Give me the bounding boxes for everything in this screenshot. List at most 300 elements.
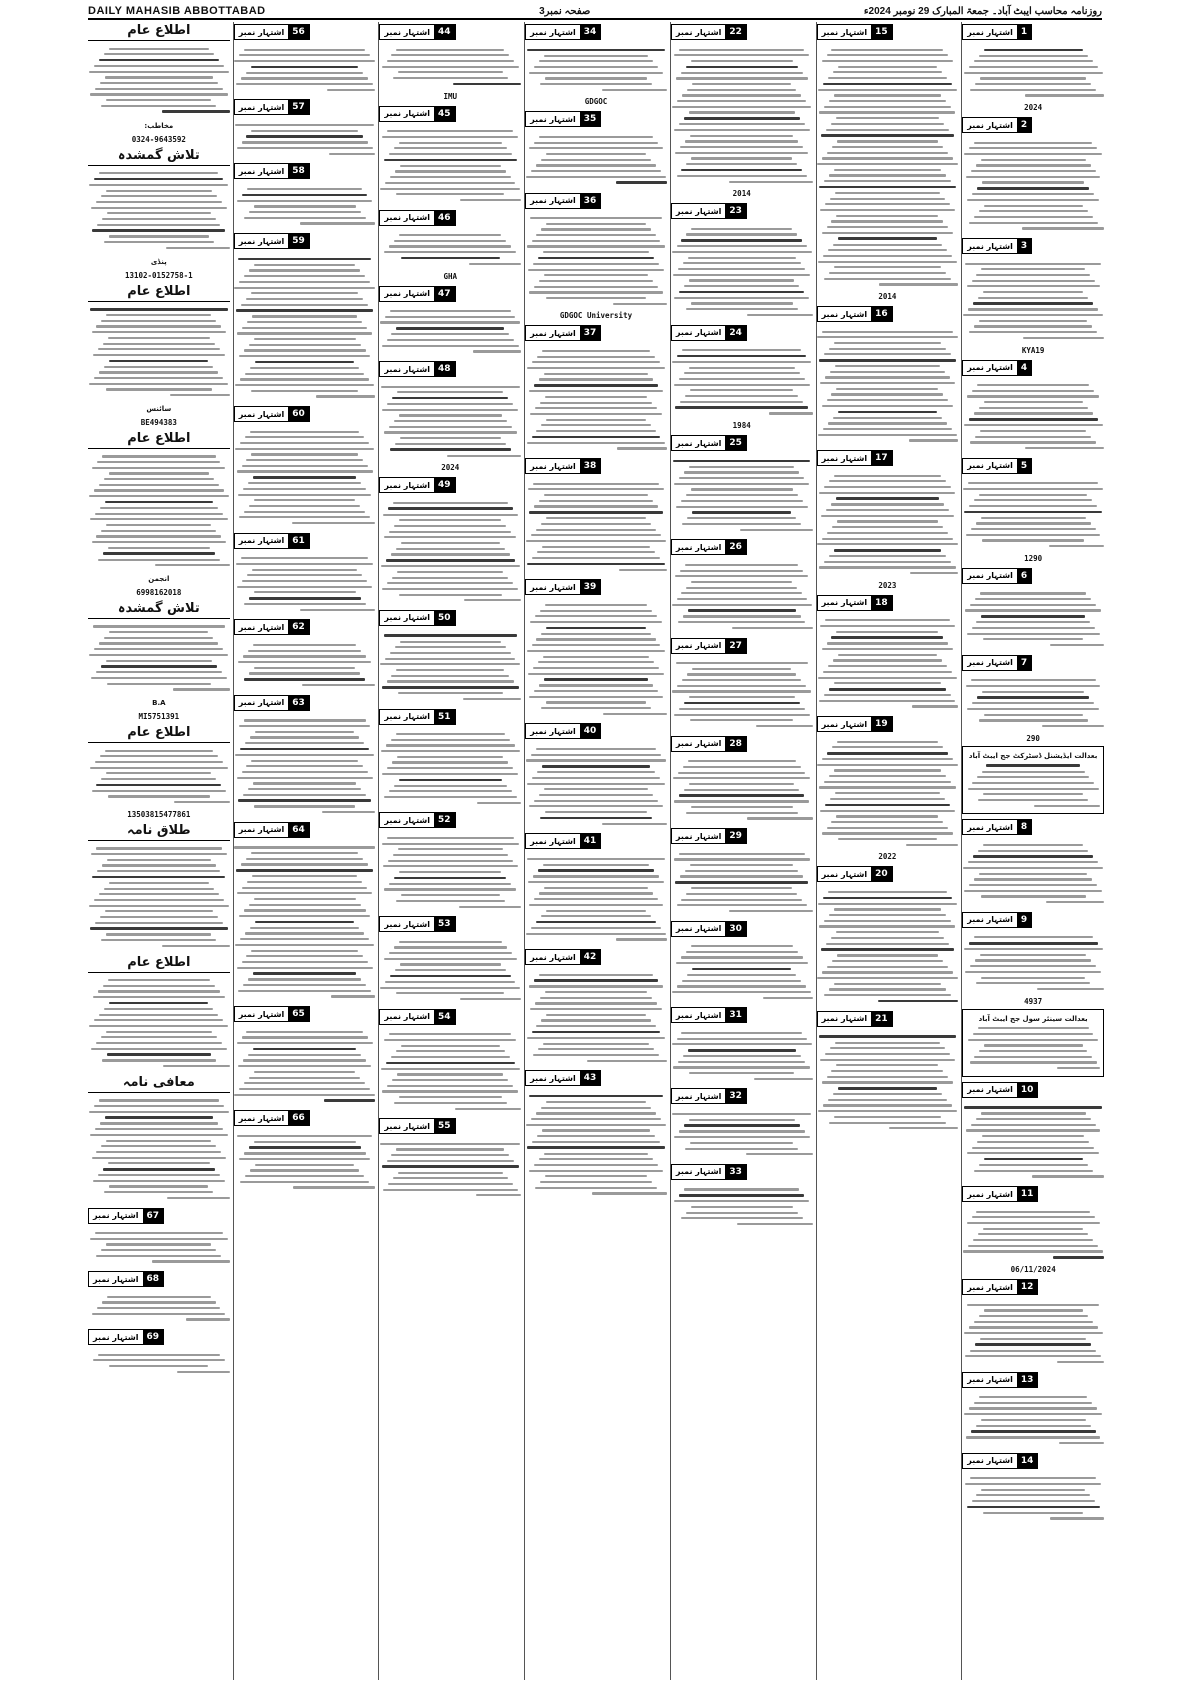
text-line — [769, 412, 813, 414]
notice-number-box — [671, 921, 747, 937]
text-line — [673, 274, 810, 276]
text-line — [103, 985, 215, 987]
notice-label: اشتہار نمبر — [672, 641, 726, 650]
text-line — [827, 152, 947, 154]
text-line — [239, 281, 369, 283]
notice-header — [962, 238, 1104, 254]
notice-signature: سائنس — [146, 404, 172, 413]
text-line — [686, 951, 798, 953]
text-line — [109, 360, 208, 363]
text-line — [539, 378, 654, 380]
text-line — [108, 1162, 210, 1164]
text-line — [254, 898, 356, 900]
text-line — [395, 646, 506, 648]
text-line — [399, 234, 501, 236]
text-line — [108, 795, 210, 797]
text-line — [974, 1170, 1093, 1172]
text-line — [686, 1212, 798, 1214]
text-line — [532, 777, 660, 779]
text-line — [975, 83, 1091, 85]
notice-header — [817, 450, 959, 466]
notice-label: اشتہار نمبر — [89, 1275, 143, 1284]
text-line — [979, 320, 1087, 322]
text-line — [242, 1036, 368, 1038]
text-line — [244, 217, 366, 219]
text-line — [968, 788, 1099, 790]
notice-number: 39 — [580, 580, 601, 594]
notice-title: طلاق نامہ — [88, 822, 230, 841]
text-line — [1034, 805, 1100, 807]
notice-header — [525, 833, 667, 849]
text-line — [533, 875, 659, 877]
text-line — [391, 1154, 509, 1156]
text-line — [90, 767, 227, 769]
notice-number-box — [962, 24, 1032, 40]
reference-number: KYA19 — [1021, 345, 1045, 355]
text-line — [834, 549, 942, 552]
text-line — [831, 220, 943, 222]
text-line — [382, 686, 519, 689]
notice-header — [671, 203, 813, 219]
text-line — [385, 658, 515, 660]
notice-label: اشتہار نمبر — [380, 1012, 434, 1021]
notice-header — [525, 579, 667, 595]
text-line — [397, 571, 503, 573]
text-line — [835, 365, 940, 367]
notice-number-box — [525, 458, 601, 474]
text-line — [390, 448, 510, 451]
text-line — [963, 488, 1103, 490]
text-line — [831, 937, 944, 939]
text-line — [984, 401, 1083, 403]
text-line — [679, 1194, 804, 1197]
text-line — [248, 788, 361, 790]
text-line — [90, 93, 227, 95]
text-line — [678, 772, 806, 774]
reference-number: 2024 — [441, 463, 460, 473]
text-line — [539, 280, 652, 282]
text-line — [399, 594, 502, 596]
text-line — [830, 198, 945, 200]
notice-label: اشتہار نمبر — [526, 953, 580, 962]
notice-body-text — [966, 1027, 1100, 1069]
text-line — [234, 287, 374, 289]
text-line — [967, 199, 1099, 201]
text-line — [974, 325, 1092, 327]
text-line — [969, 884, 1097, 886]
text-line — [984, 1044, 1083, 1046]
text-line — [827, 752, 947, 755]
text-line — [101, 320, 216, 322]
text-line — [254, 667, 355, 669]
text-line — [832, 746, 943, 748]
notice-number: 12 — [1017, 1280, 1038, 1294]
text-line — [685, 140, 798, 142]
text-line — [979, 1050, 1087, 1052]
notice-number: 35 — [580, 112, 601, 126]
text-line — [98, 559, 220, 561]
notice-label: اشتہار نمبر — [526, 727, 580, 736]
text-line — [104, 1191, 213, 1193]
notice-title: تلاش گمشدہ — [88, 600, 230, 619]
text-line — [592, 1192, 667, 1194]
text-line — [390, 310, 510, 312]
notice-body-text — [671, 1028, 813, 1083]
text-line — [672, 361, 811, 363]
text-line — [393, 502, 508, 504]
text-line — [681, 239, 801, 242]
text-line — [978, 1027, 1089, 1029]
text-line — [821, 134, 954, 137]
text-line — [399, 871, 501, 873]
notice-label: اشتہار نمبر — [235, 103, 289, 112]
text-line — [104, 241, 215, 243]
column-5 — [378, 22, 521, 1680]
text-line — [964, 890, 1101, 892]
text-line — [535, 615, 657, 617]
text-line — [981, 517, 1086, 519]
text-line — [106, 524, 211, 526]
text-line — [387, 60, 515, 62]
text-line — [824, 920, 950, 922]
notice-label: اشتہار نمبر — [963, 242, 1017, 251]
text-line — [239, 54, 369, 56]
notice-label: اشتہار نمبر — [235, 825, 289, 834]
text-line — [476, 1194, 521, 1196]
text-line — [827, 532, 947, 534]
notice-header — [234, 619, 376, 635]
text-line — [391, 739, 510, 741]
text-line — [384, 1039, 516, 1041]
reference-number: 2022 — [878, 852, 897, 862]
text-line — [824, 353, 952, 355]
text-line — [250, 1169, 359, 1171]
text-line — [534, 384, 659, 387]
text-line — [684, 117, 800, 120]
text-line — [686, 494, 798, 496]
notice-header — [962, 458, 1104, 474]
text-line — [822, 758, 952, 760]
text-line — [464, 599, 521, 601]
notice-number-box — [962, 1186, 1038, 1202]
text-line — [246, 135, 362, 138]
notice-number-box — [671, 203, 747, 219]
text-line — [460, 199, 521, 201]
notice-body-text — [234, 843, 376, 1001]
notice-header — [379, 361, 521, 377]
text-line — [818, 903, 957, 905]
text-line — [689, 783, 794, 785]
text-line — [396, 733, 505, 735]
text-line — [678, 1061, 806, 1063]
notice-number-box — [671, 1164, 747, 1180]
notice-number: 51 — [434, 710, 455, 724]
text-line — [239, 355, 371, 357]
text-line — [545, 396, 647, 398]
text-line — [672, 991, 811, 993]
reference-number: 4937 — [1024, 996, 1043, 1006]
text-line — [672, 1113, 811, 1115]
notice-label: اشتہار نمبر — [963, 915, 1017, 924]
text-line — [400, 437, 501, 439]
text-line — [387, 582, 513, 584]
text-line — [829, 272, 945, 274]
text-line — [963, 314, 1103, 316]
text-line — [546, 223, 645, 225]
text-line — [389, 426, 512, 428]
notice-label: اشتہار نمبر — [818, 720, 872, 729]
notice-number: 21 — [871, 1012, 892, 1026]
text-line — [248, 1054, 361, 1056]
text-line — [981, 159, 1086, 161]
text-line — [685, 1148, 798, 1150]
text-line — [616, 938, 667, 940]
notice-header — [88, 1208, 230, 1224]
text-line — [105, 76, 213, 78]
text-line — [830, 798, 945, 800]
text-line — [690, 719, 793, 721]
text-line — [974, 216, 1093, 218]
text-line — [460, 998, 521, 1000]
text-line — [677, 245, 807, 247]
notice-number-box — [88, 1329, 164, 1345]
text-line — [389, 153, 512, 155]
text-line — [95, 761, 223, 763]
text-line — [967, 1506, 1100, 1509]
text-line — [969, 1407, 1097, 1409]
court-notice — [962, 1009, 1104, 1077]
text-line — [834, 908, 940, 910]
text-line — [247, 881, 362, 883]
notice-label: اشتہار نمبر — [89, 1333, 143, 1342]
text-line — [99, 172, 218, 174]
text-line — [382, 409, 518, 411]
text-line — [964, 72, 1103, 74]
text-line — [245, 932, 364, 934]
text-line — [237, 200, 372, 202]
dateline: روزنامہ محاسب ایبٹ آباد۔ جمعۃ المبارک 29 نومبر 2024ء — [863, 5, 1102, 17]
notice-label: اشتہار نمبر — [963, 363, 1017, 372]
text-line — [89, 1111, 229, 1113]
text-line — [98, 990, 220, 992]
text-line — [384, 431, 517, 433]
text-line — [396, 669, 504, 671]
text-line — [302, 684, 376, 686]
text-line — [396, 327, 504, 330]
text-line — [687, 673, 796, 675]
notice-header — [379, 709, 521, 725]
text-line — [819, 359, 956, 362]
text-line — [838, 1087, 937, 1090]
text-line — [829, 914, 945, 916]
notice-body-text — [88, 622, 230, 694]
reference-number: GHA — [443, 271, 458, 281]
text-line — [979, 1315, 1088, 1317]
column-2 — [816, 22, 959, 1680]
text-line — [827, 642, 949, 644]
text-line — [234, 1094, 374, 1096]
text-line — [101, 1249, 216, 1251]
text-line — [532, 557, 660, 559]
text-line — [679, 378, 805, 380]
text-line — [109, 1365, 208, 1367]
text-line — [729, 910, 813, 912]
text-line — [106, 1243, 211, 1245]
text-line — [237, 470, 373, 472]
notice-body-text — [379, 1139, 521, 1200]
text-line — [246, 955, 362, 957]
text-line — [546, 701, 647, 703]
text-line — [249, 505, 360, 507]
notice-header — [525, 458, 667, 474]
text-line — [396, 1148, 504, 1150]
text-line — [837, 140, 938, 142]
notice-body-text — [962, 138, 1104, 233]
text-line — [239, 516, 369, 518]
notice-label: اشتہار نمبر — [672, 543, 726, 552]
notice-number-box — [962, 238, 1032, 254]
text-line — [238, 799, 371, 802]
text-line — [965, 609, 1101, 611]
text-line — [969, 942, 1098, 945]
text-line — [545, 811, 647, 813]
notice-number-box — [962, 360, 1032, 376]
text-line — [528, 673, 664, 675]
text-line — [689, 1072, 794, 1074]
notice-body-text — [525, 744, 667, 828]
text-line — [829, 775, 947, 777]
notice-body-text — [379, 382, 521, 460]
notice-label: اشتہار نمبر — [89, 1211, 143, 1220]
text-line — [675, 406, 808, 409]
text-line — [98, 1354, 220, 1356]
text-line — [401, 894, 500, 896]
text-line — [535, 407, 657, 409]
text-line — [971, 1430, 1096, 1433]
text-line — [979, 210, 1088, 212]
text-line — [99, 642, 218, 644]
text-line — [972, 193, 1094, 195]
text-line — [973, 1033, 1093, 1035]
text-line — [674, 1200, 809, 1202]
reference-number: 13503815477861 — [127, 809, 191, 819]
text-line — [244, 603, 366, 605]
notice-label: اشتہار نمبر — [672, 1011, 726, 1020]
text-line — [541, 1107, 652, 1109]
text-line — [686, 233, 797, 235]
text-line — [836, 117, 939, 119]
text-line — [526, 759, 666, 761]
text-line — [975, 598, 1091, 600]
text-line — [837, 954, 938, 956]
notice-number-box — [671, 1007, 747, 1023]
text-line — [977, 384, 1089, 386]
text-line — [397, 1073, 503, 1075]
reference-number: 2014 — [732, 189, 751, 199]
notice-number-box — [379, 210, 455, 226]
text-line — [686, 812, 798, 814]
text-line — [391, 1056, 510, 1058]
text-line — [177, 1371, 229, 1373]
text-line — [836, 1064, 938, 1066]
text-line — [824, 694, 950, 696]
text-line — [102, 218, 215, 220]
text-line — [824, 781, 952, 783]
notice-number-box — [379, 709, 455, 725]
text-line — [101, 1145, 216, 1147]
text-line — [389, 883, 511, 885]
text-line — [540, 402, 652, 404]
reference-number: 2014 — [878, 292, 897, 301]
text-line — [674, 800, 809, 802]
text-line — [679, 1130, 805, 1132]
notice-body-text — [88, 844, 230, 951]
text-line — [684, 285, 799, 287]
notice-number: 14 — [1017, 1454, 1038, 1468]
text-line — [833, 1093, 942, 1095]
text-line — [249, 211, 361, 213]
notice-number: 7 — [1017, 656, 1031, 670]
text-line — [109, 472, 210, 474]
text-line — [685, 870, 798, 872]
text-line — [970, 965, 1096, 967]
notice-body-text — [234, 1131, 376, 1192]
text-line — [534, 286, 657, 288]
notice-body-text — [962, 676, 1104, 731]
text-line — [382, 843, 519, 845]
text-line — [384, 251, 516, 253]
text-line — [691, 806, 793, 808]
text-line — [836, 215, 938, 217]
text-line — [536, 430, 655, 432]
text-line — [243, 984, 366, 986]
notice-number-box — [234, 822, 310, 838]
text-line — [398, 692, 503, 694]
notice-label: اشتہار نمبر — [672, 207, 726, 216]
text-line — [254, 205, 356, 207]
text-line — [971, 528, 1096, 530]
text-line — [681, 72, 803, 74]
text-line — [244, 349, 366, 351]
text-line — [689, 367, 795, 369]
text-line — [672, 251, 812, 253]
notice-number-box — [962, 1279, 1038, 1295]
text-line — [689, 1119, 795, 1121]
text-line — [688, 760, 796, 762]
notice-number: 24 — [725, 326, 746, 340]
text-line — [968, 308, 1098, 310]
text-line — [380, 321, 520, 323]
notice-header — [817, 1011, 959, 1027]
notice-number-box — [817, 24, 893, 40]
notice-header — [671, 1088, 813, 1104]
text-line — [981, 977, 1084, 979]
notice-signature: B.A — [152, 699, 166, 708]
text-line — [972, 1147, 1094, 1149]
text-line — [244, 678, 364, 681]
notice-number-box — [817, 450, 893, 466]
text-line — [92, 1157, 227, 1159]
text-line — [251, 292, 359, 294]
text-line — [239, 915, 371, 917]
notice-header — [671, 828, 813, 844]
text-line — [529, 1170, 664, 1172]
text-line — [241, 557, 369, 559]
text-line — [692, 511, 791, 514]
text-line — [974, 936, 1093, 938]
notice-header — [671, 435, 813, 451]
text-line — [539, 1158, 654, 1160]
